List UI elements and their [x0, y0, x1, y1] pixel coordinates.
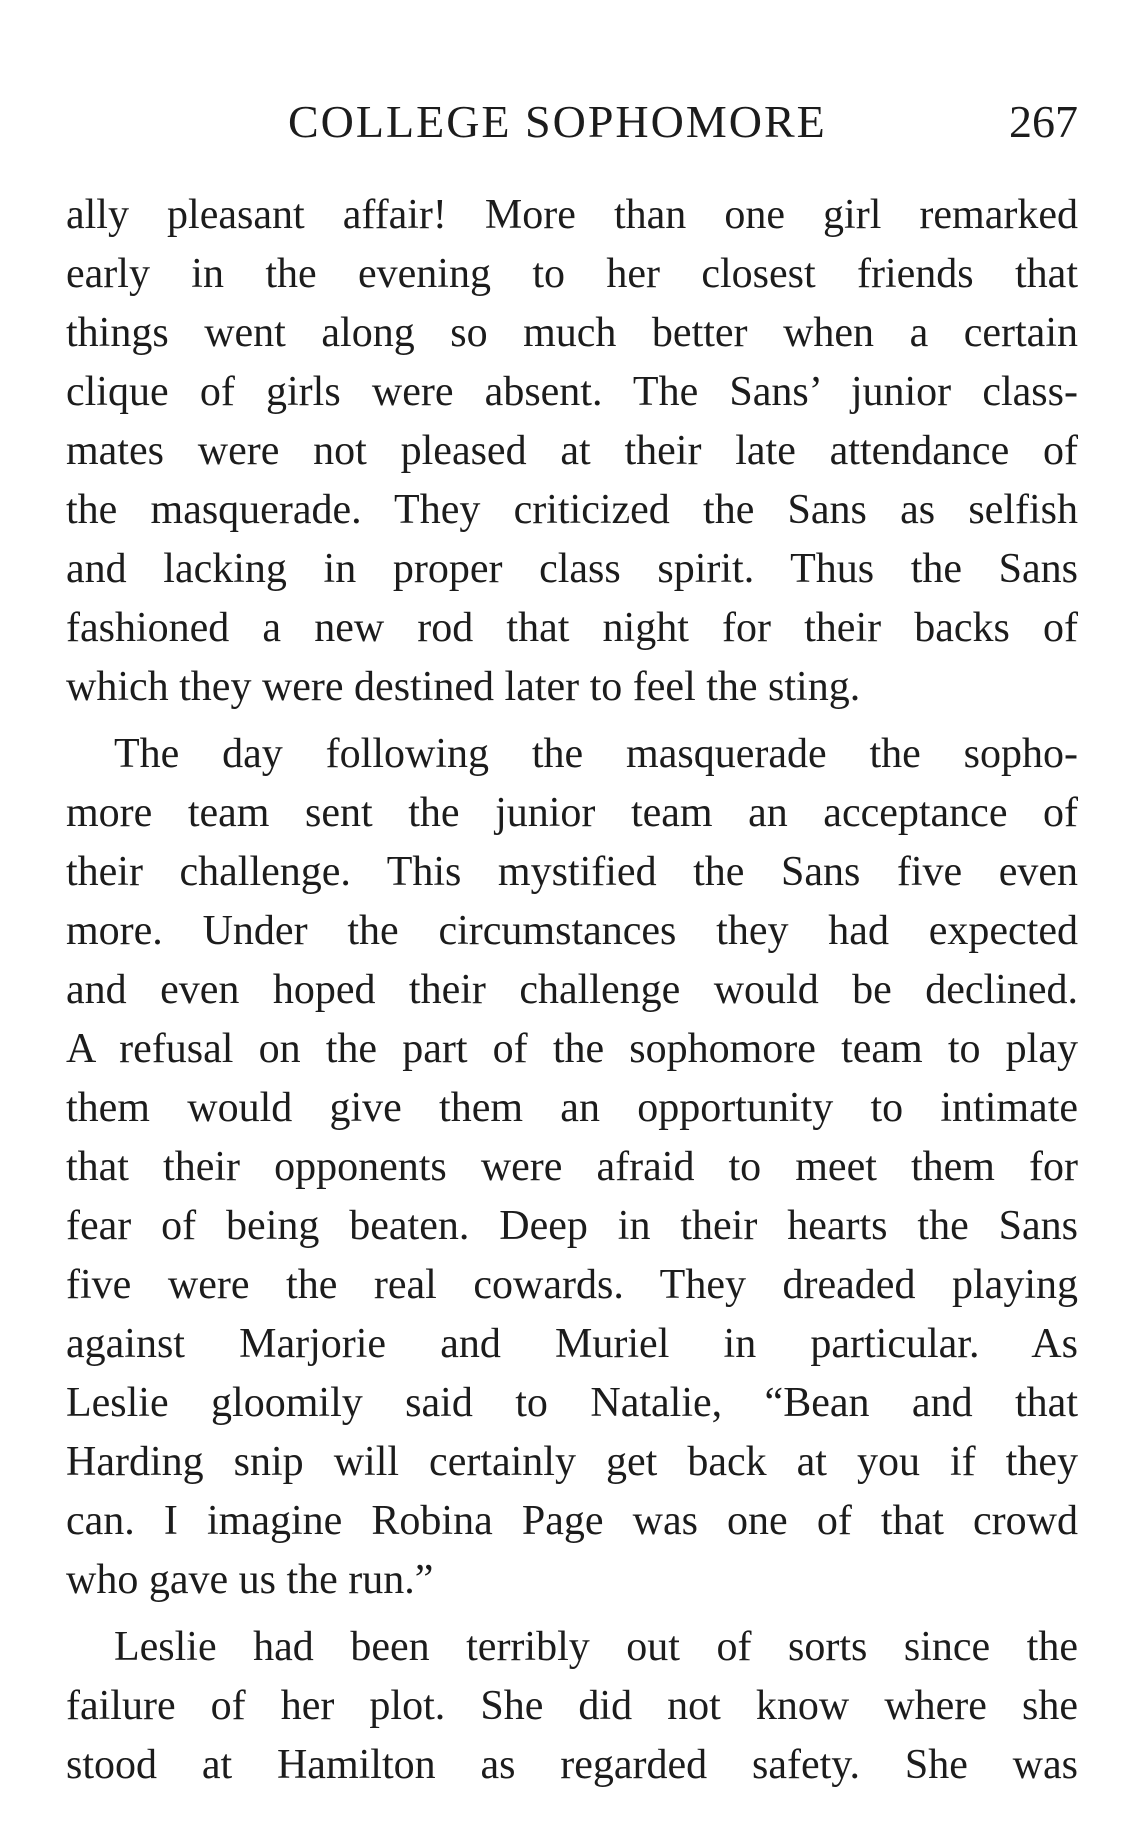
text-line: and lacking in proper class spirit. Thus the Sans — [66, 546, 1078, 592]
paragraph — [66, 186, 1078, 717]
text-line: mates were not pleased at their late attendance of — [66, 428, 1078, 474]
text-line: things went along so much better when a certain — [66, 310, 1078, 356]
text-line: and even hoped their challenge would be declined. — [66, 967, 1078, 1013]
paragraph — [66, 725, 1078, 1610]
body-text — [66, 186, 1078, 1795]
text-line: early in the evening to her closest friends that — [66, 251, 1078, 297]
text-line: stood at Hamilton as regarded safety. She was — [66, 1742, 1078, 1788]
text-line: clique of girls were absent. The Sans’ junior class- — [66, 369, 1078, 415]
text-line: the masquerade. They criticized the Sans as selfish — [66, 487, 1078, 533]
page-number: 267 — [1009, 96, 1078, 147]
text-line: more team sent the junior team an acceptance of — [66, 790, 1078, 836]
text-line: fear of being beaten. Deep in their hearts the Sans — [66, 1203, 1078, 1249]
paragraph — [66, 1618, 1078, 1795]
text-line: that their opponents were afraid to meet them for — [66, 1144, 1078, 1190]
page-header — [66, 92, 1078, 152]
running-head: COLLEGE SOPHOMORE — [288, 96, 827, 147]
text-line: can. I imagine Robina Page was one of that crowd — [66, 1498, 1078, 1544]
text-line: The day following the masquerade the sopho- — [114, 731, 1078, 777]
text-line: A refusal on the part of the sophomore team to play — [66, 1026, 1078, 1072]
text-line: against Marjorie and Muriel in particular. As — [66, 1321, 1078, 1367]
text-line: failure of her plot. She did not know where she — [66, 1683, 1078, 1729]
text-line: who gave us the run.” — [66, 1557, 434, 1603]
text-line: five were the real cowards. They dreaded playing — [66, 1262, 1078, 1308]
text-line: their challenge. This mystified the Sans five even — [66, 849, 1078, 895]
text-line: fashioned a new rod that night for their backs of — [66, 605, 1078, 651]
text-line: more. Under the circumstances they had expected — [66, 908, 1078, 954]
text-line: Leslie had been terribly out of sorts since the — [114, 1624, 1078, 1670]
text-line: Harding snip will certainly get back at you if they — [66, 1439, 1078, 1485]
text-line: ally pleasant affair! More than one girl remarked — [66, 192, 1078, 238]
text-line: which they were destined later to feel the sting. — [66, 664, 861, 710]
text-line: them would give them an opportunity to intimate — [66, 1085, 1078, 1131]
text-line: Leslie gloomily said to Natalie, “Bean and that — [66, 1380, 1078, 1426]
